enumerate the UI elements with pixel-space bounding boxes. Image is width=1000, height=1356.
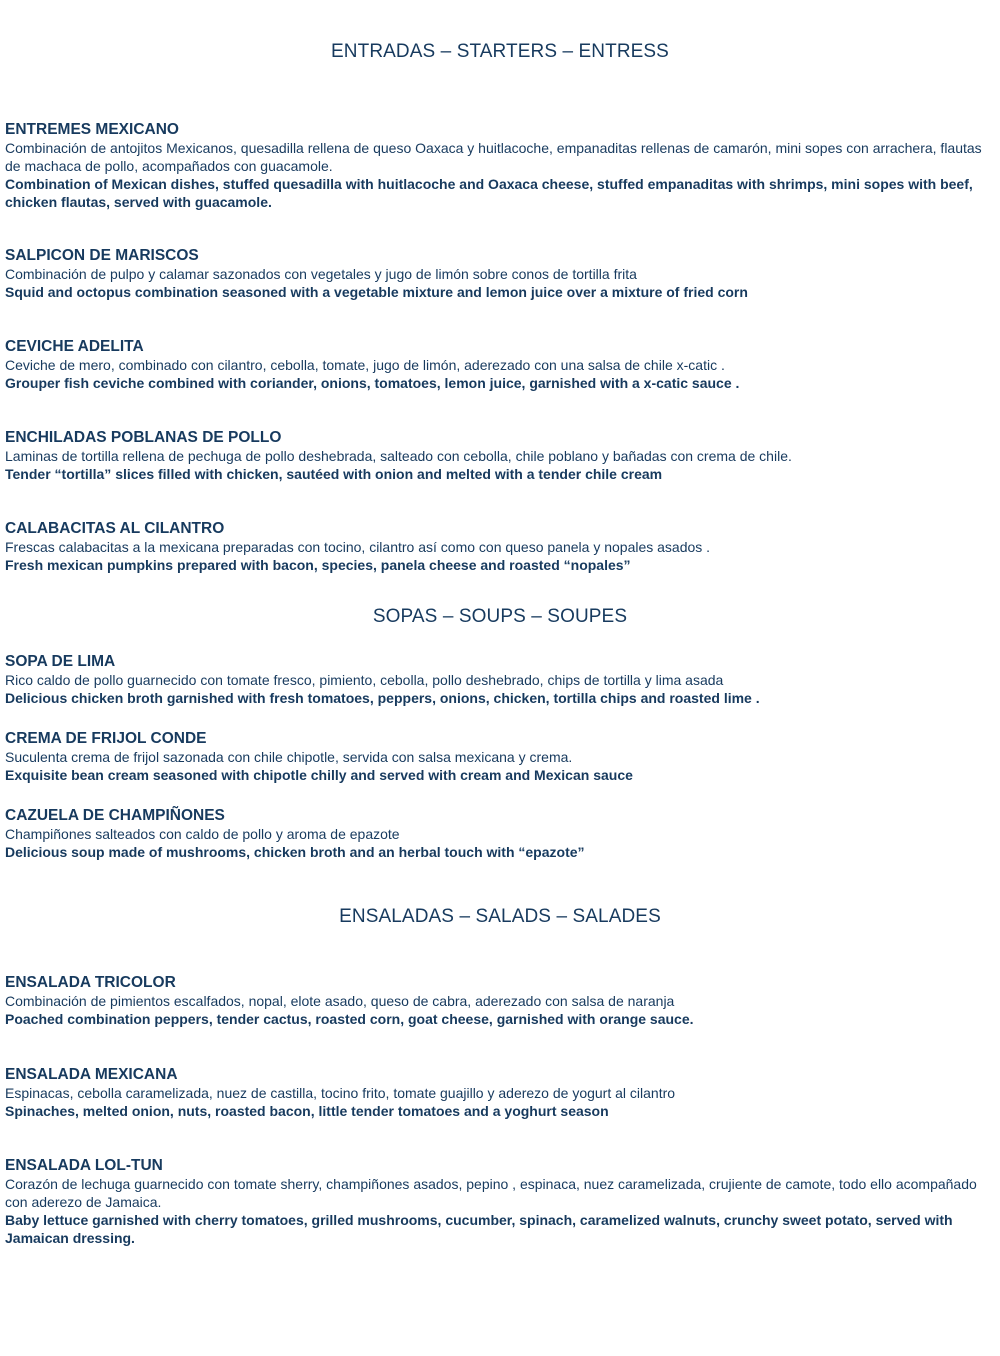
dish-description-es: Rico caldo de pollo guarnecido con tomate fresco, pimiento, cebolla, pollo deshebrado, chips de tortilla y lima asada xyxy=(5,672,724,688)
dish-description-en: Squid and octopus combination seasoned with a vegetable mixture and lemon juice over a mixture of fried corn xyxy=(5,284,748,300)
dish-description-en: Grouper fish ceviche combined with coriander, onions, tomatoes, lemon juice, garnished with a x-catic sauce . xyxy=(5,375,740,391)
dish-sopa-de-lima xyxy=(5,652,995,707)
section-title-ensaladas: ENSALADAS – SALADS – SALADES xyxy=(339,906,661,927)
dish-ceviche-adelita xyxy=(5,337,995,392)
dish-description-en: Exquisite bean cream seasoned with chipotle chilly and served with cream and Mexican sauce xyxy=(5,767,633,783)
dish-name: ENSALADA MEXICANA xyxy=(5,1066,178,1083)
dish-name: SOPA DE LIMA xyxy=(5,653,116,670)
dish-description-es: Suculenta crema de frijol sazonada con chile chipotle, servida con salsa mexicana y crema. xyxy=(5,749,573,765)
dish-name: CAZUELA DE CHAMPIÑONES xyxy=(5,807,225,824)
dish-description-en: Delicious chicken broth garnished with fresh tomatoes, peppers, onions, chicken, tortilla chips and roasted lime . xyxy=(5,690,760,706)
dish-name: ENSALADA TRICOLOR xyxy=(5,974,176,991)
dish-description-en: Spinaches, melted onion, nuts, roasted bacon, little tender tomatoes and a yoghurt season xyxy=(5,1103,609,1119)
dish-description-es: Espinacas, cebolla caramelizada, nuez de castilla, tocino frito, tomate guajillo y aderezo de yogurt al cilantro xyxy=(5,1085,676,1101)
dish-description-es: Combinación de pimientos escalfados, nopal, elote asado, queso de cabra, aderezado con salsa de naranja xyxy=(5,993,675,1009)
dish-name: CREMA DE FRIJOL CONDE xyxy=(5,730,207,747)
dish-description-es: Corazón de lechuga guarnecido con tomate sherry, champiñones asados, pepino , espinaca, nuez caramelizada, crujiente de camote, todo ello acompañado con aderezo de Jamaica. xyxy=(5,1176,977,1210)
dish-description-en: Fresh mexican pumpkins prepared with bacon, species, panela cheese and roasted “nopales” xyxy=(5,557,631,573)
dish-description-en: Tender “tortilla” slices filled with chicken, sautéed with onion and melted with a tender chile cream xyxy=(5,466,663,482)
dish-entremes-mexicano xyxy=(5,120,995,211)
dish-name: SALPICON DE MARISCOS xyxy=(5,247,199,264)
dish-name: ENSALADA LOL-TUN xyxy=(5,1157,163,1174)
dish-name: ENTREMES MEXICANO xyxy=(5,121,179,138)
dish-cazuela-de-champinones xyxy=(5,806,995,861)
dish-calabacitas-al-cilantro xyxy=(5,519,995,574)
dish-description-es: Combinación de antojitos Mexicanos, quesadilla rellena de queso Oaxaca y huitlacoche, empanaditas rellenas de camarón, mini sopes con arrachera, flautas de machaca de pollo, acompañados con guacamole. xyxy=(5,140,982,174)
dish-description-es: Combinación de pulpo y calamar sazonados con vegetales y jugo de limón sobre conos de tortilla frita xyxy=(5,266,637,282)
dish-ensalada-lol-tun xyxy=(5,1156,995,1247)
dish-crema-de-frijol-conde xyxy=(5,729,995,784)
section-title-entradas: ENTRADAS – STARTERS – ENTRESS xyxy=(331,41,669,62)
dish-ensalada-mexicana xyxy=(5,1065,995,1120)
dish-description-en: Delicious soup made of mushrooms, chicken broth and an herbal touch with “epazote” xyxy=(5,844,585,860)
dish-salpicon-de-mariscos xyxy=(5,246,995,301)
dish-description-en: Poached combination peppers, tender cactus, roasted corn, goat cheese, garnished with orange sauce. xyxy=(5,1011,694,1027)
dish-description-es: Champiñones salteados con caldo de pollo y aroma de epazote xyxy=(5,826,400,842)
dish-name: CALABACITAS AL CILANTRO xyxy=(5,520,225,537)
section-title-sopas: SOPAS – SOUPS – SOUPES xyxy=(372,606,628,627)
dish-description-en: Baby lettuce garnished with cherry tomatoes, grilled mushrooms, cucumber, spinach, caramelized walnuts, crunchy sweet potato, served with Jamaican dressing. xyxy=(5,1212,953,1246)
dish-description-es: Laminas de tortilla rellena de pechuga de pollo deshebrada, salteado con cebolla, chile poblano y bañadas con crema de chile. xyxy=(5,448,792,464)
dish-name: CEVICHE ADELITA xyxy=(5,338,144,355)
dish-ensalada-tricolor xyxy=(5,973,995,1028)
dish-description-es: Frescas calabacitas a la mexicana preparadas con tocino, cilantro así como con queso panela y nopales asados . xyxy=(5,539,711,555)
dish-enchiladas-poblanas xyxy=(5,428,995,483)
dish-description-es: Ceviche de mero, combinado con cilantro, cebolla, tomate, jugo de limón, aderezado con una salsa de chile x-catic . xyxy=(5,357,725,373)
dish-name: ENCHILADAS POBLANAS DE POLLO xyxy=(5,429,282,446)
dish-description-en: Combination of Mexican dishes, stuffed quesadilla with huitlacoche and Oaxaca cheese, stuffed empanaditas with shrimps, mini sopes with beef, chicken flautas, served with guacamole. xyxy=(5,176,973,210)
